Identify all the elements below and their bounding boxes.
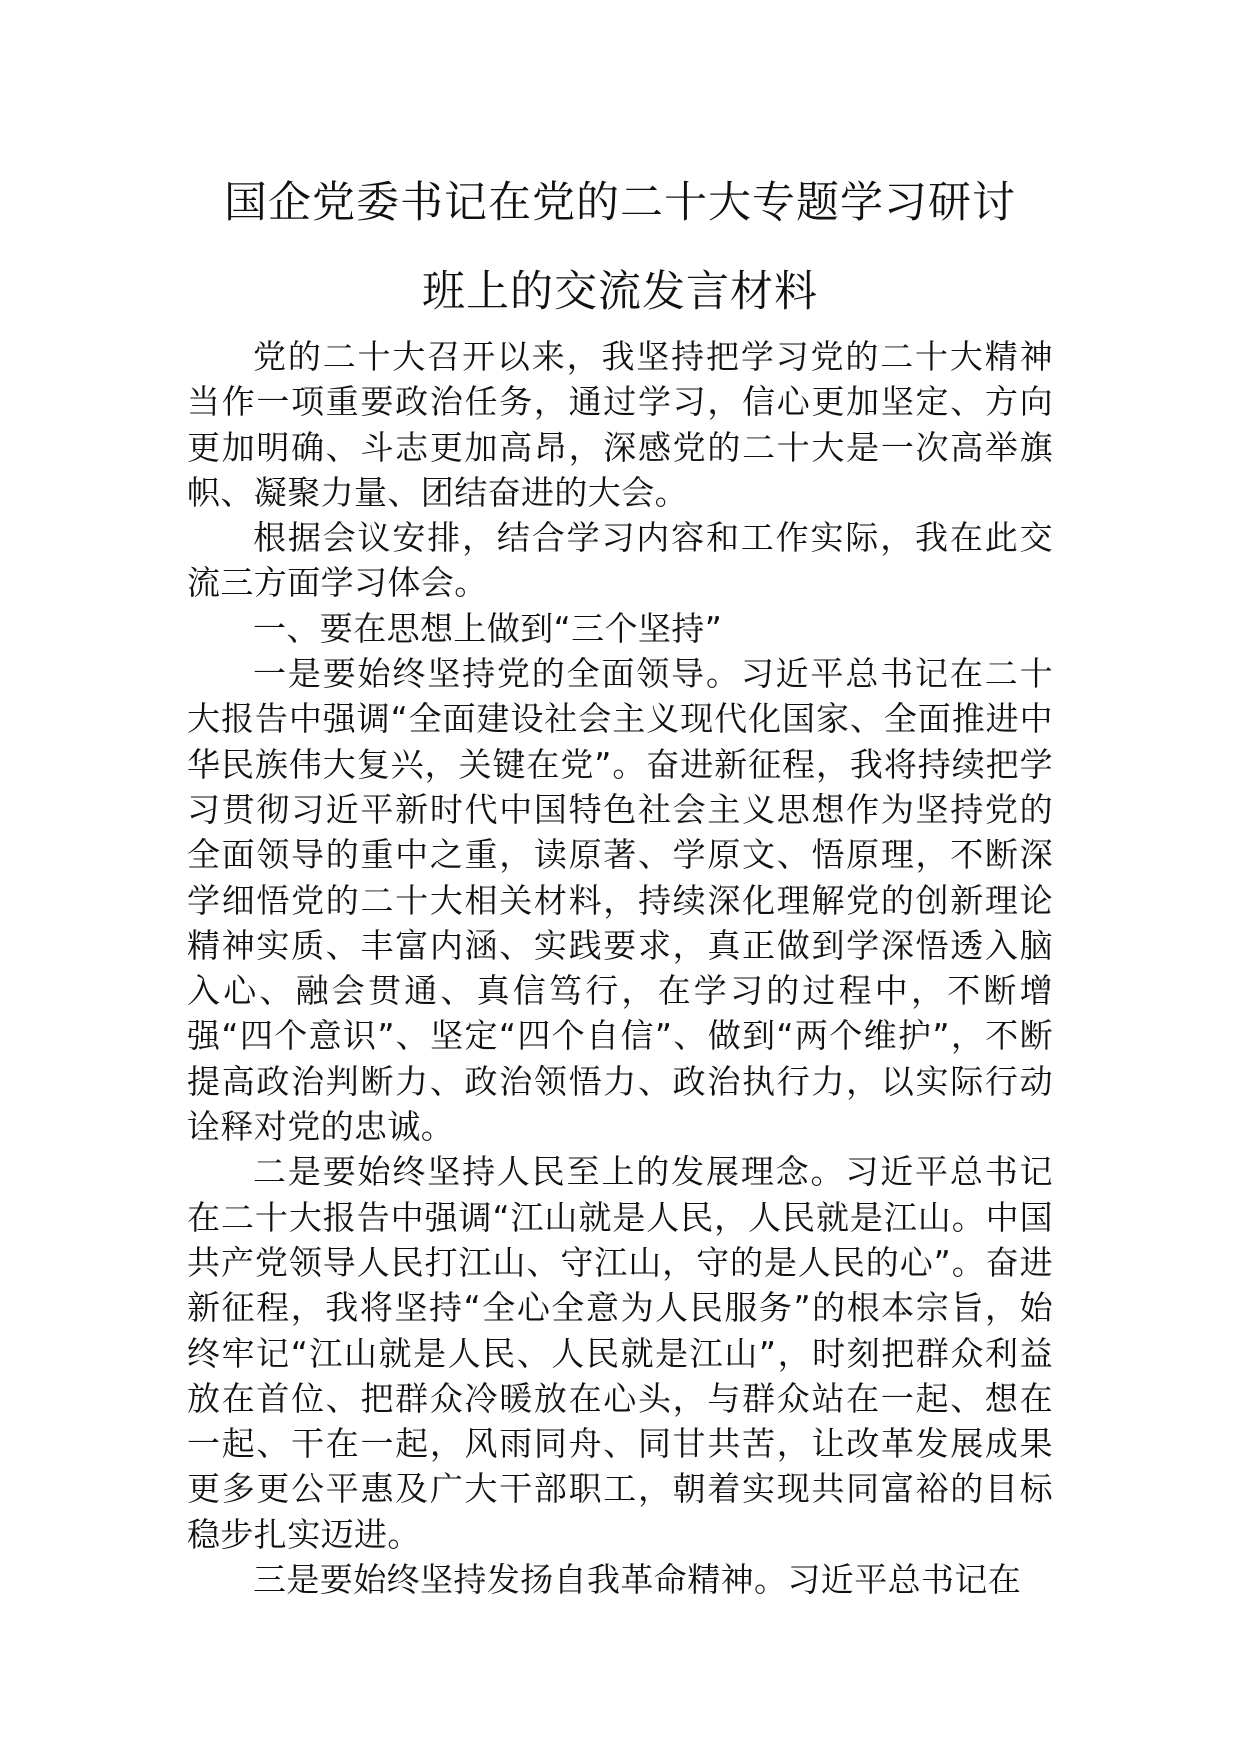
paragraph-point-2: 二是要始终坚持人民至上的发展理念。习近平总书记在二十大报告中强调“江山就是人民，人民就是江山。中国共产党领导人民打江山、守江山，守的是人民的心”。奋进新征程，我将坚持“全心全意为人民服务”的根本宗旨，始终牢记“江山就是人民、人民就是江山”，时刻把群众利益放在首位、把群众冷暖放在心头，与群众站在一起、想在一起、干在一起，风雨同舟、同甘共苦，让改革发展成果更多更公平惠及广大干部职工，朝着实现共同富裕的目标稳步扎实迈进。: [187, 1152, 1053, 1554]
paragraph-point-1: 一是要始终坚持党的全面领导。习近平总书记在二十大报告中强调“全面建设社会主义现代化国家、全面推进中华民族伟大复兴，关键在党”。奋进新征程，我将持续把学习贯彻习近平新时代中国特色社会主义思想作为坚持党的全面领导的重中之重，读原著、学原文、悟原理，不断深学细悟党的二十大相关材料，持续深化理解党的创新理论精神实质、丰富内涵、实践要求，真正做到学深悟透入脑入心、融会贯通、真信笃行，在学习的过程中，不断增强“四个意识”、坚定“四个自信”、做到“两个维护”，不断提高政治判断力、政治领悟力、政治执行力，以实际行动诠释对党的忠诚。: [187, 654, 1053, 1147]
paragraph-intro: 党的二十大召开以来，我坚持把学习党的二十大精神当作一项重要政治任务，通过学习，信心更加坚定、方向更加明确、斗志更加高昂，深感党的二十大是一次高举旗帜、凝聚力量、团结奋进的大会。: [187, 337, 1053, 512]
paragraph-point-3: 三是要始终坚持发扬自我革命精神。习近平总书记在: [253, 1560, 1022, 1600]
paragraph-arrangement: 根据会议安排，结合学习内容和工作实际，我在此交流三方面学习体会。: [187, 518, 1053, 603]
section-heading-1: 一、要在思想上做到“三个坚持”: [253, 608, 723, 648]
document-body: [187, 334, 1053, 1602]
document-title-line-1: 国企党委书记在党的二十大专题学习研讨: [224, 178, 1016, 228]
document-title-line-2: 班上的交流发言材料: [422, 267, 818, 317]
